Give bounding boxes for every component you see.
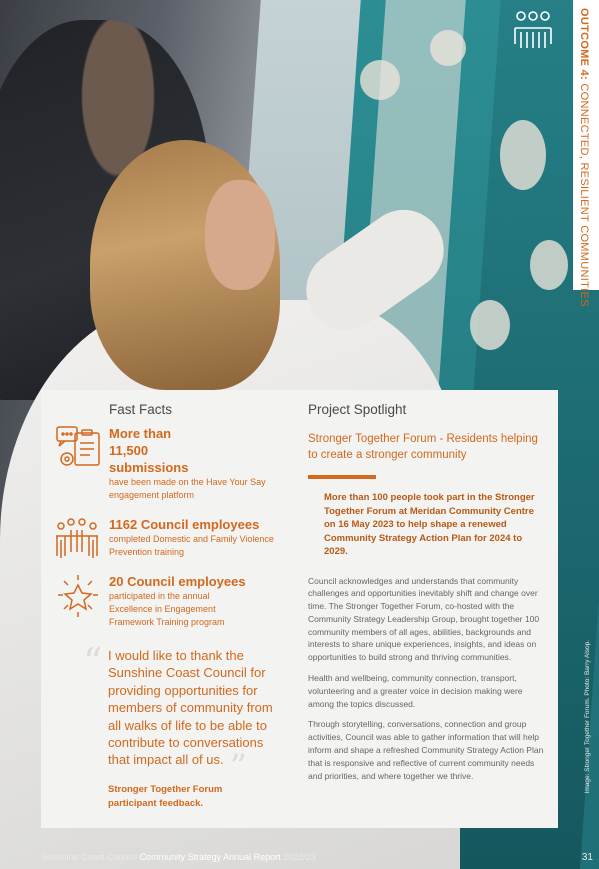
- footer-document-title: Community Strategy Annual Report: [139, 852, 281, 862]
- spotlight-title: Project Spotlight: [308, 402, 407, 417]
- survey-clipboard-icon: [53, 425, 103, 471]
- page-number: 31: [581, 852, 593, 863]
- fact-detail: completed Domestic and Family Violence Prevention training: [109, 534, 274, 557]
- star-burst-icon: [53, 573, 103, 619]
- body-paragraph: Health and wellbeing, community connection, transport, volunteering and a greater voice in decision making were among the topics discussed.: [308, 673, 523, 709]
- footer-year: 2022/23: [280, 852, 316, 862]
- fact-item: [53, 516, 288, 559]
- open-quote-mark: “: [83, 640, 103, 684]
- outcome-title: CONNECTED, RESILIENT COMMUNITIES: [578, 80, 590, 307]
- quote-attribution: Stronger Together Forum participant feedback.: [108, 783, 223, 809]
- fact-detail: participated in the annual Excellence in Engagement Framework Training program: [109, 591, 225, 627]
- project-spotlight-column: [308, 402, 548, 790]
- fact-detail: have been made on the Have Your Say engagement platform: [109, 477, 266, 500]
- testimonial-quote: [53, 640, 288, 811]
- outcome-side-tab: [573, 0, 599, 307]
- quote-text: I would like to thank the Sunshine Coast Council for providing opportunities for members of community from all walks of life to be able to contribute to conversations that impact all of us.: [108, 648, 273, 768]
- people-group-icon: [53, 516, 103, 562]
- fact-headline: More than 11,500 submissions: [109, 426, 189, 475]
- fact-item: [53, 425, 288, 502]
- spotlight-subtitle: Stronger Together Forum - Residents helping to create a stronger community: [308, 433, 538, 461]
- fast-facts-column: [53, 402, 288, 811]
- page-footer: [41, 852, 316, 862]
- outcome-label: OUTCOME 4:: [578, 8, 590, 81]
- community-people-icon: [511, 10, 555, 50]
- body-paragraph: Council acknowledges and understands that community challenges and opportunities inevitably shift and change over time. The Stronger Together Forum, co-hosted with the Community Strategy Leadership Group, brought together 100 community members of all ages, abilities, backgrounds and interests to share unique experiences, insights, and ideas on opportunities to build strong and thriving communities.: [308, 575, 540, 663]
- footer-org: Sunshine Coast Council: [41, 852, 140, 862]
- body-paragraph: Through storytelling, conversations, connection and group activities, Council was able to gather information that will help inform and shape a refreshed Community Strategy Action Plan that is responsive and reflective of current community needs and priorities, and where together we thrive.: [308, 719, 544, 781]
- accent-divider: [308, 475, 376, 479]
- fast-facts-title: Fast Facts: [109, 402, 173, 417]
- content-card: [41, 390, 558, 828]
- fact-headline: 1162 Council employees: [109, 517, 260, 532]
- spotlight-highlight: More than 100 people took part in the Stronger Together Forum at Meridan Community Centre on 16 May 2023 to help shape a renewed Community Strategy Action Plan for 2024 to 2029.: [324, 492, 535, 557]
- photo-credit: Image: Stronger Together Forum. Photo: Barry Alsop.: [584, 640, 591, 794]
- close-quote-mark: ”: [229, 747, 248, 788]
- fact-headline: 20 Council employees: [109, 574, 246, 589]
- fact-item: [53, 573, 288, 629]
